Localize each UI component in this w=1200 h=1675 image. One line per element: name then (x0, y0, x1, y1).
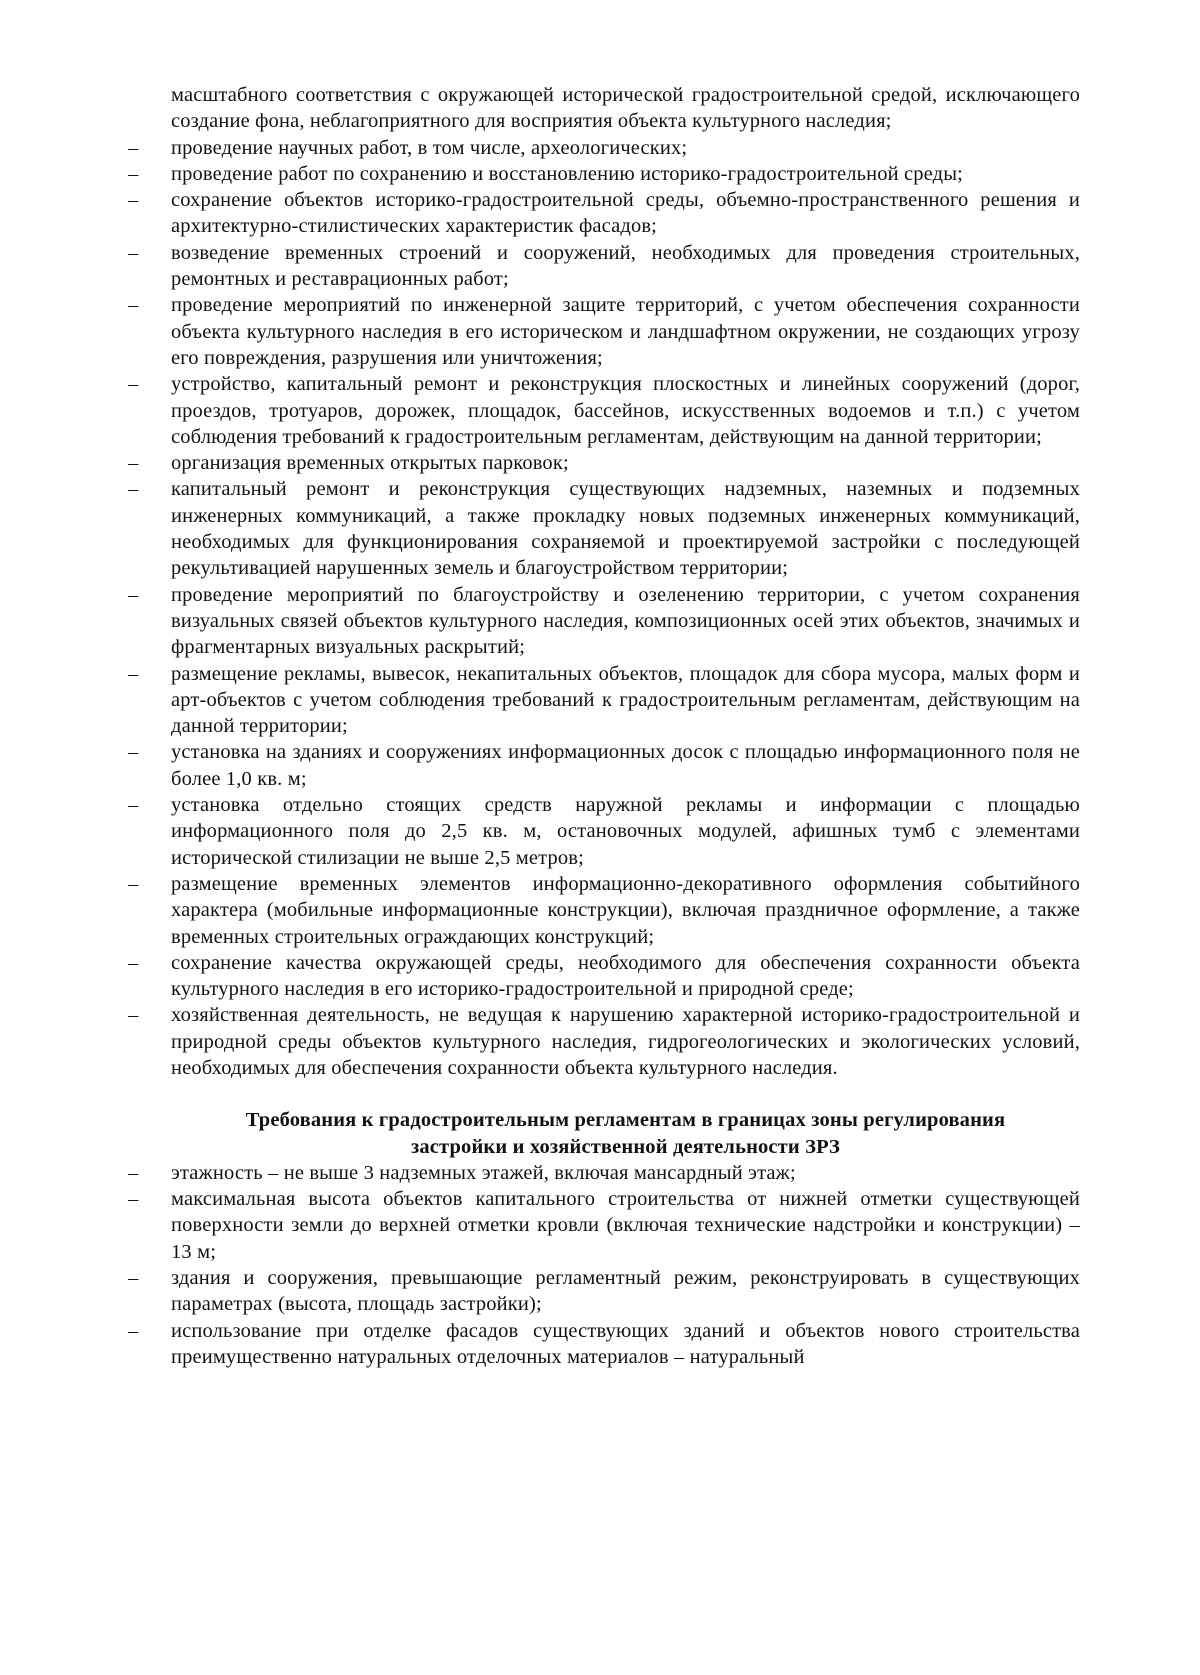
list-item (128, 1186, 1080, 1265)
list-item (128, 450, 1080, 476)
list-item-text: размещение рекламы, вывесок, некапитальных объектов, площадок для сбора мусора, малых форм и арт-объектов с учетом соблюдения требований к градостроительным регламентам, действующим на данной территории; (171, 662, 1080, 738)
document-page (128, 82, 1080, 1642)
list-item-text: устройство, капитальный ремонт и реконструкция плоскостных и линейных сооружений (дорог, проездов, тротуаров, дорожек, площадок, бассейнов, искусственных водоемов и т.п.) с учетом соблюдения требований к градостроительным регламентам, действующим на данной территории; (171, 373, 1080, 448)
list-item (128, 661, 1080, 740)
list-item-text: использование при отделке фасадов существующих зданий и объектов нового строительства преимущественно натуральных отделочных материалов – натуральный (171, 1319, 1080, 1368)
list-item (128, 1002, 1080, 1081)
list-item-text: размещение временных элементов информационно-декоративного оформления событийного характера (мобильные информационные конструкции), включая праздничное оформление, а также временных строительных ограждающих конструкций; (171, 872, 1080, 948)
zrz-requirements-list (128, 1160, 1080, 1370)
list-item (128, 792, 1080, 871)
intro-paragraph: масштабного соответствия с окружающей исторической градостроительной средой, исключающего создание фона, неблагоприятного для восприятия объекта культурного наследия; (171, 84, 1080, 133)
list-item-text: максимальная высота объектов капитального строительства от нижней отметки существующей поверхности земли до верхней отметки кровли (включая технические надстройки и конструкции) – 13 м; (171, 1188, 1080, 1263)
dash-marker: – (128, 741, 139, 764)
list-item (128, 161, 1080, 187)
section-heading-line: застройки и хозяйственной деятельности ЗРЗ (410, 1135, 840, 1158)
list-item (128, 371, 1080, 450)
list-item-text: установка на зданиях и сооружениях информационных досок с площадью информационного поля не более 1,0 кв. м; (171, 741, 1080, 790)
dash-marker: – (128, 478, 139, 501)
dash-marker: – (128, 583, 139, 606)
list-item (128, 739, 1080, 792)
list-item (128, 292, 1080, 371)
list-item-text: проведение мероприятий по благоустройству и озеленению территории, с учетом сохранения визуальных связей объектов культурного наследия, композиционных осей этих объектов, значимых и фрагментарных визуальных раскрытий; (171, 583, 1080, 659)
list-item (128, 582, 1080, 661)
dash-marker: – (128, 1161, 139, 1184)
list-item-text: проведение мероприятий по инженерной защите территорий, с учетом обеспечения сохранности объекта культурного наследия в его историческом и ландшафтном окружении, не создающих угрозу его повреждения, разрушения или уничтожения; (171, 294, 1080, 369)
dash-marker: – (128, 872, 139, 895)
list-item (128, 950, 1080, 1003)
section-heading-line: Требования к градостроительным регламентам в границах зоны регулирования (245, 1109, 1006, 1132)
dash-marker: – (128, 452, 139, 475)
section-heading (128, 1107, 1080, 1160)
dash-marker: – (128, 1319, 139, 1342)
dash-marker: – (128, 794, 139, 817)
dash-marker: – (128, 241, 139, 264)
list-item (128, 476, 1080, 581)
permitted-activities-list (128, 135, 1080, 1082)
list-item (128, 1160, 1080, 1186)
list-item (128, 1265, 1080, 1318)
list-item (128, 240, 1080, 293)
dash-marker: – (128, 662, 139, 685)
list-item (128, 871, 1080, 950)
list-item-text: проведение работ по сохранению и восстановлению историко-градостроительной среды; (171, 162, 964, 185)
dash-marker: – (128, 951, 139, 974)
list-item-text: установка отдельно стоящих средств наружной рекламы и информации с площадью информационного поля до 2,5 кв. м, остановочных модулей, афишных тумб с элементами исторической стилизации не выше 2,5 метров; (171, 794, 1080, 869)
list-item-text: капитальный ремонт и реконструкция существующих надземных, наземных и подземных инженерных коммуникаций, а также прокладку новых подземных инженерных коммуникаций, необходимых для функционирования сохраняемой и проектируемой застройки с последующей рекультивацией нарушенных земель и благоустройством территории; (171, 478, 1080, 580)
list-item (128, 187, 1080, 240)
list-item-text: организация временных открытых парковок; (171, 452, 569, 475)
dash-marker: – (128, 373, 139, 396)
list-item-text: здания и сооружения, превышающие регламентный режим, реконструировать в существующих параметрах (высота, площадь застройки); (171, 1267, 1080, 1316)
dash-marker: – (128, 162, 139, 185)
dash-marker: – (128, 189, 139, 212)
list-item-text: возведение временных строений и сооружений, необходимых для проведения строительных, ремонтных и реставрационных работ; (171, 241, 1080, 291)
list-item-text: хозяйственная деятельность, не ведущая к нарушению характерной историко-градостроительной и природной среды объектов культурного наследия, гидрогеологических и экологических условий, необходимых для обеспечения сохранности объекта культурного наследия. (171, 1004, 1080, 1079)
dash-marker: – (128, 1267, 139, 1290)
list-item-text: этажность – не выше 3 надземных этажей, включая мансардный этаж; (171, 1161, 796, 1184)
dash-marker: – (128, 1004, 139, 1027)
dash-marker: – (128, 136, 139, 159)
list-item-text: проведение научных работ, в том числе, археологических; (171, 136, 688, 159)
dash-marker: – (128, 1188, 139, 1211)
list-item-text: сохранение качества окружающей среды, необходимого для обеспечения сохранности объекта культурного наследия в его историко-градостроительной и природной среде; (171, 951, 1080, 1001)
list-item (128, 135, 1080, 161)
dash-marker: – (128, 294, 139, 317)
list-item (128, 1318, 1080, 1371)
list-item-text: сохранение объектов историко-градостроительной среды, объемно-пространственного решения и архитектурно-стилистических характеристик фасадов; (171, 189, 1080, 238)
